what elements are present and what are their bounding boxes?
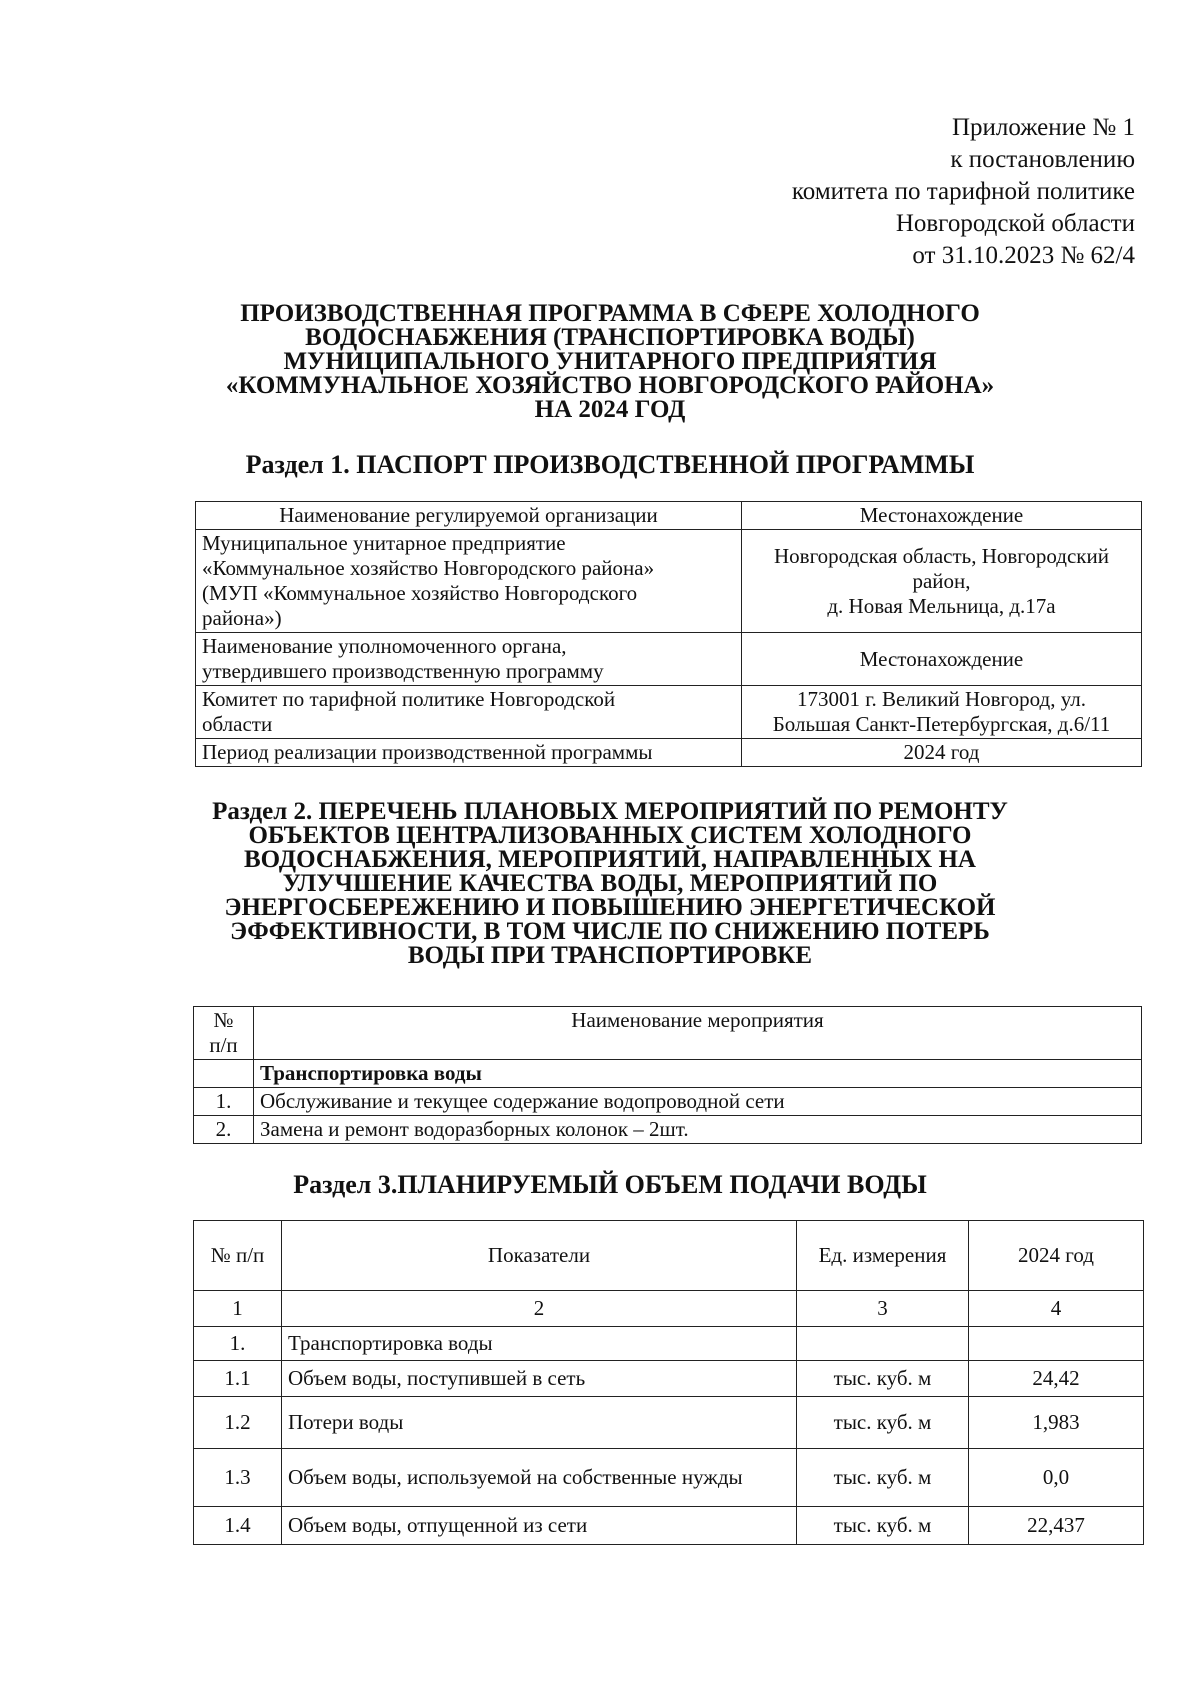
row-name: Объем воды, используемой на собственные нужды xyxy=(282,1449,797,1507)
table-row xyxy=(194,1221,1144,1291)
org-address-line: Новгородская область, Новгородский xyxy=(774,543,1109,568)
title-line: МУНИЦИПАЛЬНОГО УНИТАРНОГО ПРЕДПРИЯТИЯ xyxy=(283,348,937,375)
section2-heading-line: ОБЪЕКТОВ ЦЕНТРАЛИЗОВАННЫХ СИСТЕМ ХОЛОДНОГО xyxy=(248,822,972,849)
row-value: 1,983 xyxy=(969,1397,1144,1449)
table-row xyxy=(194,1007,1142,1060)
table-row xyxy=(196,530,1142,633)
authority-address-line: Большая Санкт-Петербургская, д.6/11 xyxy=(772,712,1111,736)
volume-table xyxy=(193,1220,1144,1545)
appendix-line: к постановлению xyxy=(950,146,1135,173)
title-line: ПРОИЗВОДСТВЕННАЯ ПРОГРАММА В СФЕРЕ ХОЛОДНОГО xyxy=(240,300,980,327)
passport-table xyxy=(195,501,1142,767)
row-name: Объем воды, отпущенной из сети xyxy=(282,1507,797,1545)
table-row xyxy=(196,633,1142,686)
table-row xyxy=(194,1116,1142,1144)
org-name-line: Муниципальное унитарное предприятие xyxy=(202,531,566,555)
authority-header-line: Наименование уполномоченного органа, xyxy=(202,634,567,658)
org-name-line: района») xyxy=(202,606,282,630)
section1-heading: Раздел 1. ПАСПОРТ ПРОИЗВОДСТВЕННОЙ ПРОГРАММЫ xyxy=(245,450,975,479)
appendix-block xyxy=(792,112,1135,272)
col-number: 3 xyxy=(797,1291,969,1327)
table-row xyxy=(194,1291,1144,1327)
col-number: 1 xyxy=(194,1291,282,1327)
authority-name-cell xyxy=(196,686,742,739)
col-number: 2 xyxy=(282,1291,797,1327)
org-address-cell xyxy=(742,530,1142,633)
row-num: 1. xyxy=(194,1327,282,1361)
period-value: 2024 год xyxy=(742,739,1142,767)
table-row xyxy=(196,739,1142,767)
section2-heading-line: ВОДОСНАБЖЕНИЯ, МЕРОПРИЯТИЙ, НАПРАВЛЕННЫХ НА xyxy=(244,846,976,873)
authority-name-line: Комитет по тарифной политике Новгородской xyxy=(202,687,616,711)
row-value xyxy=(969,1327,1144,1361)
section2-heading-line: УЛУЧШЕНИЕ КАЧЕСТВА ВОДЫ, МЕРОПРИЯТИЙ ПО xyxy=(282,870,938,897)
org-address-line: д. Новая Мельница, д.17а xyxy=(827,593,1056,618)
row-unit: тыс. куб. м xyxy=(797,1397,969,1449)
col-number: 4 xyxy=(969,1291,1144,1327)
title-line: «КОММУНАЛЬНОЕ ХОЗЯЙСТВО НОВГОРОДСКОГО РАЙОНА» xyxy=(225,372,995,399)
section2-heading-line: Раздел 2. ПЕРЕЧЕНЬ ПЛАНОВЫХ МЕРОПРИЯТИЙ ПО РЕМОНТУ xyxy=(212,798,1008,825)
header-year: 2024 год xyxy=(969,1221,1144,1291)
group-label: Транспортировка воды xyxy=(254,1060,1142,1088)
authority-header-line: утвердившего производственную программу xyxy=(202,659,604,683)
appendix-line: Приложение № 1 xyxy=(951,114,1135,141)
section2-heading-line: ВОДЫ ПРИ ТРАНСПОРТИРОВКЕ xyxy=(407,942,813,969)
table-row xyxy=(194,1060,1142,1088)
table-row xyxy=(194,1327,1144,1361)
appendix-line: от 31.10.2023 № 62/4 xyxy=(912,242,1135,269)
header-indicator: Показатели xyxy=(282,1221,797,1291)
measures-table xyxy=(193,1006,1142,1144)
row-num: 1.4 xyxy=(194,1507,282,1545)
row-num: 1.3 xyxy=(194,1449,282,1507)
header-num: № п/п xyxy=(194,1221,282,1291)
authority-header-cell xyxy=(196,633,742,686)
table-row xyxy=(196,502,1142,530)
col-num-header xyxy=(194,1007,254,1060)
org-name-line: «Коммунальное хозяйство Новгородского района» xyxy=(202,556,655,580)
row-value: 0,0 xyxy=(969,1449,1144,1507)
row-value: 24,42 xyxy=(969,1361,1144,1397)
measure-name: Замена и ремонт водоразборных колонок – 2шт. xyxy=(254,1116,1142,1144)
col-num-line: № xyxy=(213,1008,234,1032)
org-name-line: (МУП «Коммунальное хозяйство Новгородского xyxy=(202,581,638,605)
table-row xyxy=(194,1507,1144,1545)
section2-heading-line: ЭФФЕКТИВНОСТИ, В ТОМ ЧИСЛЕ ПО СНИЖЕНИЮ ПОТЕРЬ xyxy=(230,918,990,945)
document-title xyxy=(180,302,1040,422)
row-name: Транспортировка воды xyxy=(282,1327,797,1361)
title-line: НА 2024 ГОД xyxy=(534,396,686,423)
measure-name: Обслуживание и текущее содержание водопроводной сети xyxy=(254,1088,1142,1116)
row-num: 1.2 xyxy=(194,1397,282,1449)
row-num: 1.1 xyxy=(194,1361,282,1397)
appendix-line: комитета по тарифной политике xyxy=(791,178,1135,205)
authority-address-cell xyxy=(742,686,1142,739)
table-row xyxy=(196,686,1142,739)
header-unit: Ед. измерения xyxy=(797,1221,969,1291)
authority-address-line: 173001 г. Великий Новгород, ул. xyxy=(796,687,1087,711)
measure-num: 2. xyxy=(194,1116,254,1144)
table-row xyxy=(194,1361,1144,1397)
org-name-cell xyxy=(196,530,742,633)
authority-name-line: области xyxy=(202,712,273,736)
row-unit: тыс. куб. м xyxy=(797,1507,969,1545)
section3-heading: Раздел 3.ПЛАНИРУЕМЫЙ ОБЪЕМ ПОДАЧИ ВОДЫ xyxy=(293,1170,927,1199)
section2-heading-line: ЭНЕРГОСБЕРЕЖЕНИЮ И ПОВЫШЕНИЮ ЭНЕРГЕТИЧЕСКОЙ xyxy=(224,894,996,921)
measure-num: 1. xyxy=(194,1088,254,1116)
table-row xyxy=(194,1449,1144,1507)
row-unit xyxy=(797,1327,969,1361)
period-label: Период реализации производственной программы xyxy=(196,739,742,767)
loc-header: Местонахождение xyxy=(742,502,1142,530)
org-address-line: район, xyxy=(912,568,971,593)
section2-heading xyxy=(180,800,1040,968)
group-num xyxy=(194,1060,254,1088)
title-line: ВОДОСНАБЖЕНИЯ (ТРАНСПОРТИРОВКА ВОДЫ) xyxy=(305,324,915,351)
row-unit: тыс. куб. м xyxy=(797,1449,969,1507)
appendix-line: Новгородской области xyxy=(895,210,1135,237)
authority-loc-header: Местонахождение xyxy=(742,633,1142,686)
org-header: Наименование регулируемой организации xyxy=(196,502,742,530)
table-row xyxy=(194,1397,1144,1449)
col-name-header: Наименование мероприятия xyxy=(254,1007,1142,1060)
row-unit: тыс. куб. м xyxy=(797,1361,969,1397)
row-value: 22,437 xyxy=(969,1507,1144,1545)
col-num-line: п/п xyxy=(209,1033,238,1057)
table-row xyxy=(194,1088,1142,1116)
row-name: Объем воды, поступившей в сеть xyxy=(282,1361,797,1397)
row-name: Потери воды xyxy=(282,1397,797,1449)
